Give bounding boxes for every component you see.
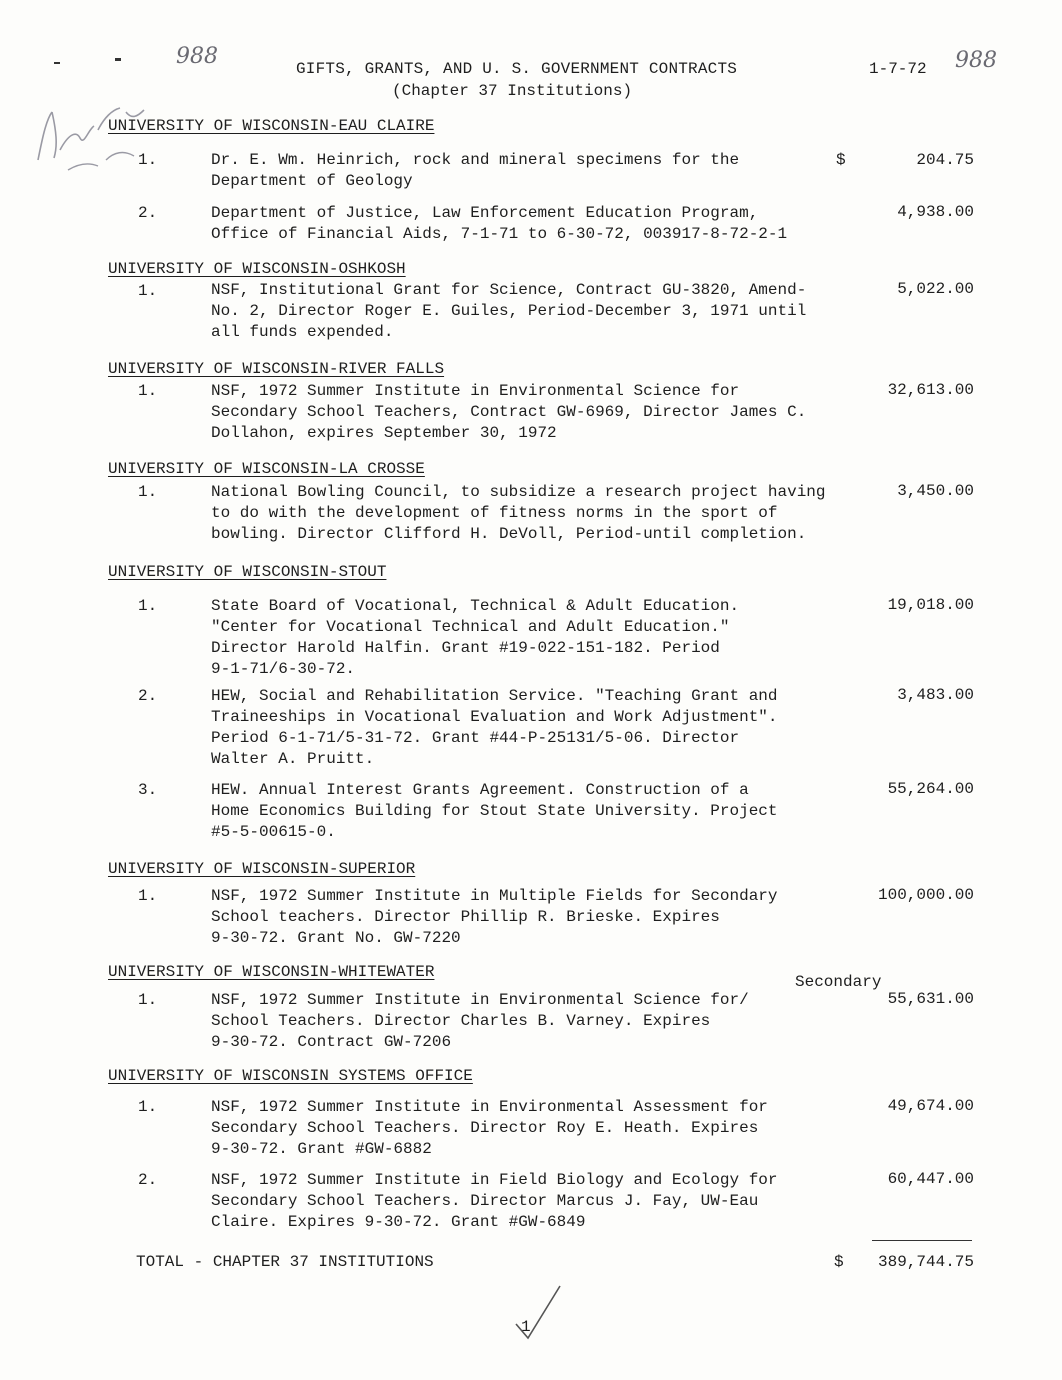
item-number: 1. xyxy=(138,282,158,300)
section-heading-oshkosh: UNIVERSITY OF WISCONSIN-OSHKOSH xyxy=(108,260,406,278)
item-description: National Bowling Council, to subsidize a research project having to do with the development of fitness norms in the sport of bowling. Director Clifford H. DeVoll, Period-until completion. xyxy=(211,483,826,543)
document-subtitle: (Chapter 37 Institutions) xyxy=(392,82,633,100)
item-description: NSF, 1972 Summer Institute in Environmental Assessment for Secondary School Teachers. Director Roy E. Heath. Expires 9-30-72. Grant #GW-6882 xyxy=(211,1098,768,1158)
handwritten-number-left: 988 xyxy=(176,44,218,69)
item-description: State Board of Vocational, Technical & Adult Education. "Center for Vocational Technical and Adult Education." Director Harold Halfin. Grant #19-022-151-182. Period 9-1-71/6-30-72. xyxy=(211,597,740,678)
item-number: 1. xyxy=(138,597,158,615)
item-number: 1. xyxy=(138,483,158,501)
item-number: 1. xyxy=(138,991,158,1009)
section-heading-stout: UNIVERSITY OF WISCONSIN-STOUT xyxy=(108,563,387,581)
item-amount: 60,447.00 xyxy=(887,1170,974,1188)
item-amount: 3,450.00 xyxy=(897,482,974,500)
item-description: HEW, Social and Rehabilitation Service. "Teaching Grant and Traineeships in Vocational Evaluation and Work Adjustment". Period 6-1-71/5-31-72. Grant #44-P-25131/5-06. Director Walter A. Pruitt. xyxy=(211,687,778,768)
item-description: Dr. E. Wm. Heinrich, rock and mineral specimens for the Department of Geology xyxy=(211,151,740,190)
section-heading-river-falls: UNIVERSITY OF WISCONSIN-RIVER FALLS xyxy=(108,360,445,378)
item-number: 3. xyxy=(138,781,158,799)
dollar-sign: $ xyxy=(836,151,846,169)
item-description: NSF, 1972 Summer Institute in Multiple Fields for Secondary School teachers. Director Phillip R. Brieske. Expires 9-30-72. Grant No. GW-7220 xyxy=(211,887,778,947)
item-amount: 55,264.00 xyxy=(887,780,974,798)
section-heading-eau-claire: UNIVERSITY OF WISCONSIN-EAU CLAIRE xyxy=(108,117,435,135)
item-description: NSF, Institutional Grant for Science, Contract GU-3820, Amend- No. 2, Director Roger E. Guiles, Period-December 3, 1971 until all funds expended. xyxy=(211,281,807,341)
item-description: NSF, 1972 Summer Institute in Environmental Science for/ School Teachers. Director Charles B. Varney. Expires 9-30-72. Contract GW-7206 xyxy=(211,991,749,1051)
total-rule xyxy=(872,1240,972,1241)
item-number: 1. xyxy=(138,1098,158,1116)
item-number: 2. xyxy=(138,1171,158,1189)
total-dollar-sign: $ xyxy=(834,1253,844,1271)
item-number: 2. xyxy=(138,687,158,705)
document-title: GIFTS, GRANTS, AND U. S. GOVERNMENT CONTRACTS xyxy=(296,60,738,78)
section-heading-la-crosse: UNIVERSITY OF WISCONSIN-LA CROSSE xyxy=(108,460,425,478)
item-description: HEW. Annual Interest Grants Agreement. Construction of a Home Economics Building for Stout State University. Project #5-5-00615-0. xyxy=(211,781,778,841)
item-number: 2. xyxy=(138,204,158,222)
item-amount: 19,018.00 xyxy=(887,596,974,614)
handwritten-number-right: 988 xyxy=(955,48,997,73)
item-number: 1. xyxy=(138,382,158,400)
check-mark-icon xyxy=(508,1282,568,1342)
section-heading-whitewater: UNIVERSITY OF WISCONSIN-WHITEWATER xyxy=(108,963,435,981)
item-amount: 4,938.00 xyxy=(897,203,974,221)
section-heading-superior: UNIVERSITY OF WISCONSIN-SUPERIOR xyxy=(108,860,416,878)
item-amount: 55,631.00 xyxy=(887,990,974,1008)
item-amount: 3,483.00 xyxy=(897,686,974,704)
item-amount: 32,613.00 xyxy=(887,381,974,399)
handwritten-insert: Secondary xyxy=(795,973,882,991)
item-amount: 5,022.00 xyxy=(897,280,974,298)
item-amount: 204.75 xyxy=(916,151,974,169)
total-label: TOTAL - CHAPTER 37 INSTITUTIONS xyxy=(136,1253,434,1271)
item-number: 1. xyxy=(138,151,158,169)
item-description: Department of Justice, Law Enforcement Education Program, Office of Financial Aids, 7-1-71 to 6-30-72, 003917-8-72-2-1 xyxy=(211,204,788,243)
page-number: 1 xyxy=(521,1318,531,1336)
section-heading-systems-office: UNIVERSITY OF WISCONSIN SYSTEMS OFFICE xyxy=(108,1067,473,1085)
total-amount: 389,744.75 xyxy=(877,1253,974,1271)
margin-mark xyxy=(54,62,60,64)
item-amount: 49,674.00 xyxy=(887,1097,974,1115)
item-number: 1. xyxy=(138,887,158,905)
item-description: NSF, 1972 Summer Institute in Field Biology and Ecology for Secondary School Teachers. Director Marcus J. Fay, UW-Eau Claire. Expires 9-30-72. Grant #GW-6849 xyxy=(211,1171,778,1231)
document-date: 1-7-72 xyxy=(869,60,927,78)
margin-mark xyxy=(115,58,121,61)
item-amount: 100,000.00 xyxy=(877,886,974,904)
item-description: NSF, 1972 Summer Institute in Environmental Science for Secondary School Teachers, Contract GW-6969, Director James C. Dollahon, expires September 30, 1972 xyxy=(211,382,807,442)
